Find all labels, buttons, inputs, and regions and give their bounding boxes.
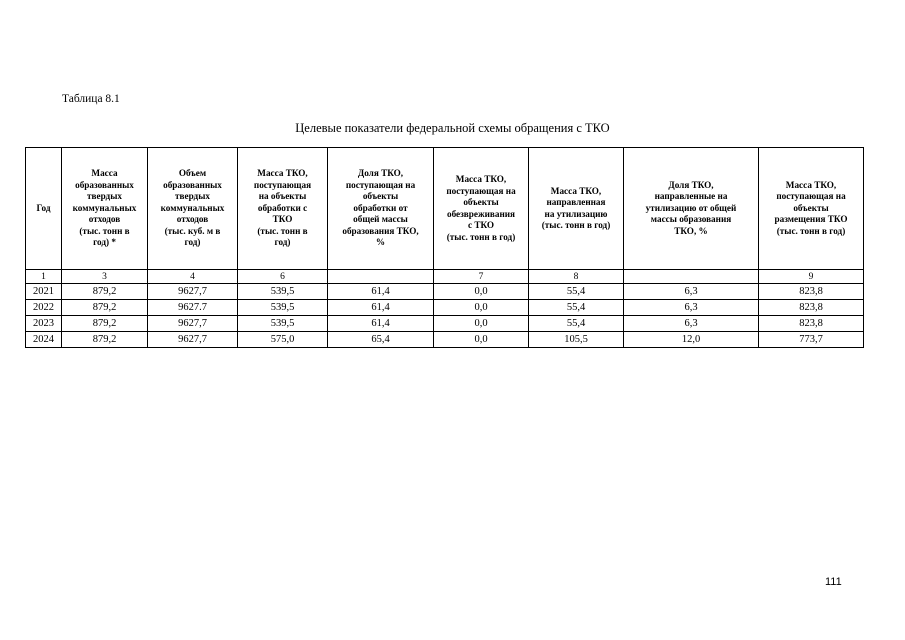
table-caption: Таблица 8.1	[62, 93, 120, 105]
table-row	[26, 300, 864, 316]
column-number: 1	[26, 270, 62, 284]
table-cell: 0,0	[434, 332, 529, 348]
table-cell: 2023	[26, 316, 62, 332]
page-number: 111	[825, 576, 842, 588]
table-row	[26, 316, 864, 332]
table-cell: 823,8	[759, 300, 864, 316]
table-cell: 0,0	[434, 284, 529, 300]
column-number-row	[26, 270, 864, 284]
table-cell: 61,4	[328, 316, 434, 332]
table-title: Целевые показатели федеральной схемы обращения с ТКО	[295, 121, 610, 135]
table-cell: 823,8	[759, 316, 864, 332]
header-utilization-mass: Масса ТКО, направленная на утилизацию (тыс. тонн в год)	[529, 148, 624, 270]
table-cell: 12,0	[624, 332, 759, 348]
table-cell: 575,0	[238, 332, 328, 348]
table-cell: 65,4	[328, 332, 434, 348]
table-cell: 9627,7	[148, 316, 238, 332]
table-cell: 2024	[26, 332, 62, 348]
table-cell: 6,3	[624, 316, 759, 332]
header-waste-volume: Объем образованных твердых коммунальных отходов (тыс. куб. м в год)	[148, 148, 238, 270]
table-cell: 539,5	[238, 284, 328, 300]
column-number: 8	[529, 270, 624, 284]
table-cell: 9627,7	[148, 284, 238, 300]
table-cell: 55,4	[529, 316, 624, 332]
header-row	[26, 148, 864, 270]
table-cell: 6,3	[624, 300, 759, 316]
table-cell: 773,7	[759, 332, 864, 348]
column-number: 6	[238, 270, 328, 284]
table-cell: 879,2	[62, 300, 148, 316]
targets-table	[25, 147, 864, 348]
column-number: 9	[759, 270, 864, 284]
table-cell: 55,4	[529, 300, 624, 316]
table-cell: 2022	[26, 300, 62, 316]
header-year: Год	[26, 148, 62, 270]
table-cell: 6,3	[624, 284, 759, 300]
table-cell: 9627,7	[148, 332, 238, 348]
table-cell: 879,2	[62, 332, 148, 348]
table-cell: 879,2	[62, 316, 148, 332]
table-cell: 823,8	[759, 284, 864, 300]
column-number: 4	[148, 270, 238, 284]
header-disposal-mass: Масса ТКО, поступающая на объекты размещения ТКО (тыс. тонн в год)	[759, 148, 864, 270]
header-processing-mass: Масса ТКО, поступающая на объекты обработки с ТКО (тыс. тонн в год)	[238, 148, 328, 270]
table-row	[26, 332, 864, 348]
header-neutralization-mass: Масса ТКО, поступающая на объекты обезвреживания с ТКО (тыс. тонн в год)	[434, 148, 529, 270]
column-number	[328, 270, 434, 284]
table-cell: 9627.7	[148, 300, 238, 316]
table-cell: 879,2	[62, 284, 148, 300]
table-cell: 105,5	[529, 332, 624, 348]
table-cell: 0,0	[434, 316, 529, 332]
column-number	[624, 270, 759, 284]
table-row	[26, 284, 864, 300]
table-cell: 55,4	[529, 284, 624, 300]
column-number: 3	[62, 270, 148, 284]
header-waste-mass: Масса образованных твердых коммунальных отходов (тыс. тонн в год) *	[62, 148, 148, 270]
column-number: 7	[434, 270, 529, 284]
header-processing-share: Доля ТКО, поступающая на объекты обработки от общей массы образования ТКО, %	[328, 148, 434, 270]
table-cell: 539,5	[238, 300, 328, 316]
table-cell: 0,0	[434, 300, 529, 316]
table-cell: 539,5	[238, 316, 328, 332]
table-cell: 2021	[26, 284, 62, 300]
table-cell: 61,4	[328, 300, 434, 316]
header-utilization-share: Доля ТКО, направленные на утилизацию от общей массы образования ТКО, %	[624, 148, 759, 270]
table-cell: 61,4	[328, 284, 434, 300]
